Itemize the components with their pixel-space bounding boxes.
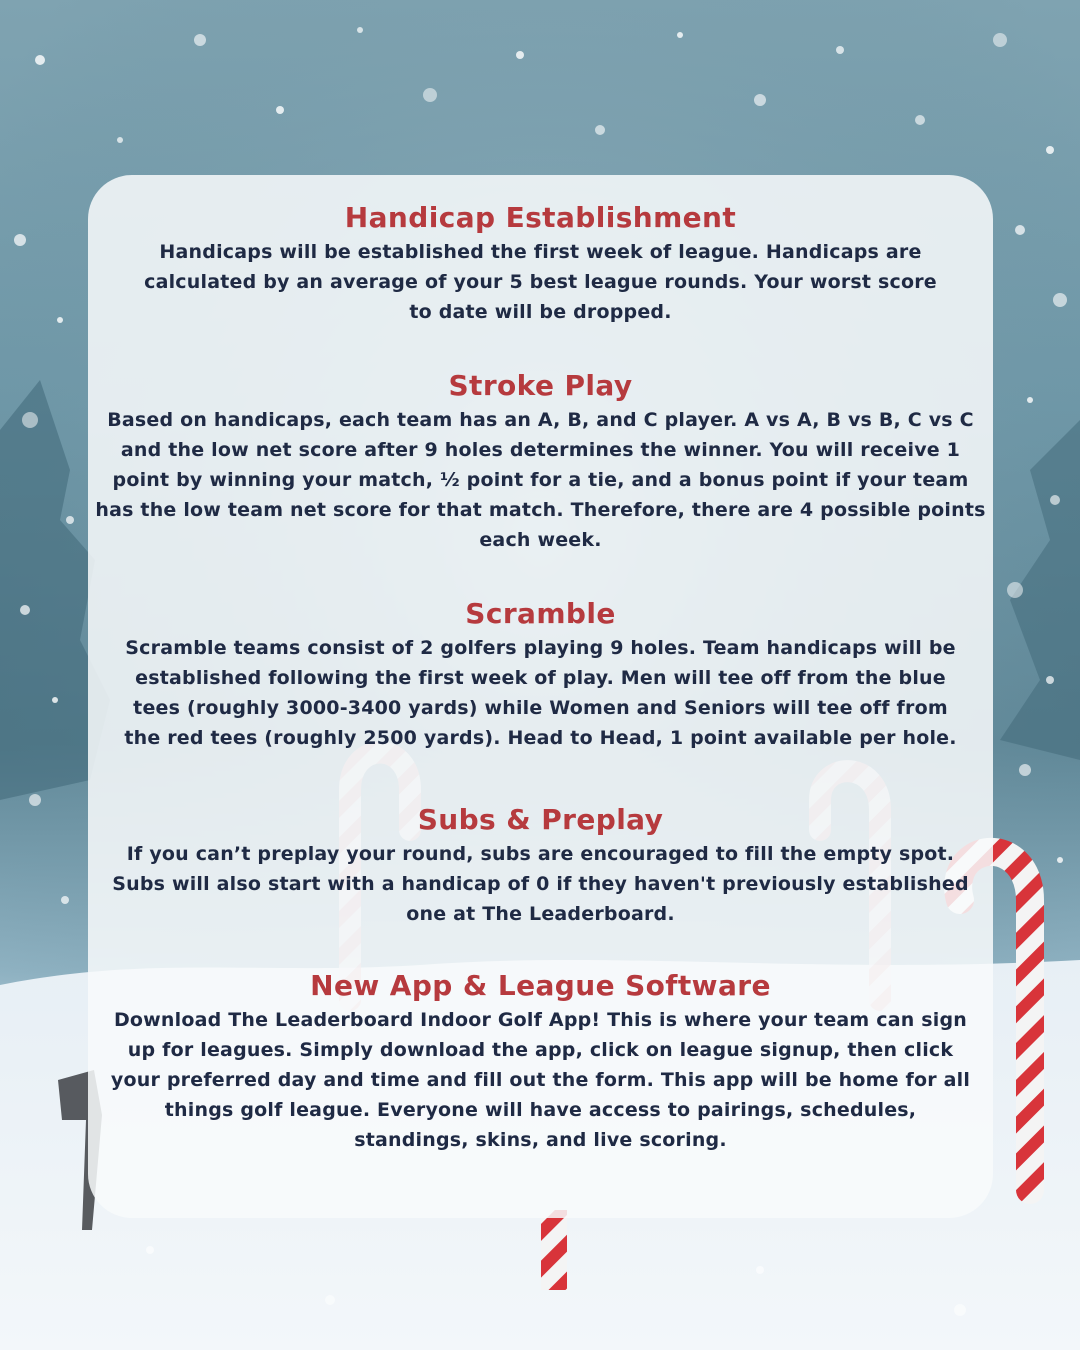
section-body: If you can’t preplay your round, subs are encouraged to fill the empty spot. Subs will also start with a handicap of 0 if they haven't previously established one at The Leaderboard. <box>112 843 969 925</box>
section-body: Download The Leaderboard Indoor Golf App! This is where your team can sign up for leagues. Simply download the app, click on league signup, then click your preferred day and time and fill out the form. This app will be home for all things golf league. Everyone will have access to pairings, schedules, standings, skins, and live scoring. <box>110 1009 971 1151</box>
section-body: Scramble teams consist of 2 golfers playing 9 holes. Team handicaps will be established following the first week of play. Men will tee off from the blue tees (roughly 3000-3400 yards) while Women and Seniors will tee off from the red tees (roughly 2500 yards). Head to Head, 1 point available per hole. <box>124 637 957 749</box>
section-scramble <box>88 595 993 753</box>
section-title: Subs & Preplay <box>417 803 664 836</box>
section-stroke-play <box>88 367 993 555</box>
section-body: Based on handicaps, each team has an A, B, and C player. A vs A, B vs B, C vs C and the low net score after 9 holes determines the winner. You will receive 1 point by winning your match, ½ point for a tie, and a bonus point if your team has the low team net score for that match. Therefore, there are 4 possible points each week. <box>95 409 986 551</box>
section-title: Stroke Play <box>448 369 633 402</box>
league-info-card <box>88 175 993 1218</box>
section-title: New App & League Software <box>310 969 771 1002</box>
section-handicap-establishment <box>88 199 993 327</box>
section-subs-preplay <box>88 801 993 929</box>
section-title: Handicap Establishment <box>344 201 737 234</box>
section-body: Handicaps will be established the first week of league. Handicaps are calculated by an average of your 5 best league rounds. Your worst score to date will be dropped. <box>144 241 937 323</box>
section-new-app <box>88 967 993 1155</box>
section-title: Scramble <box>465 597 616 630</box>
